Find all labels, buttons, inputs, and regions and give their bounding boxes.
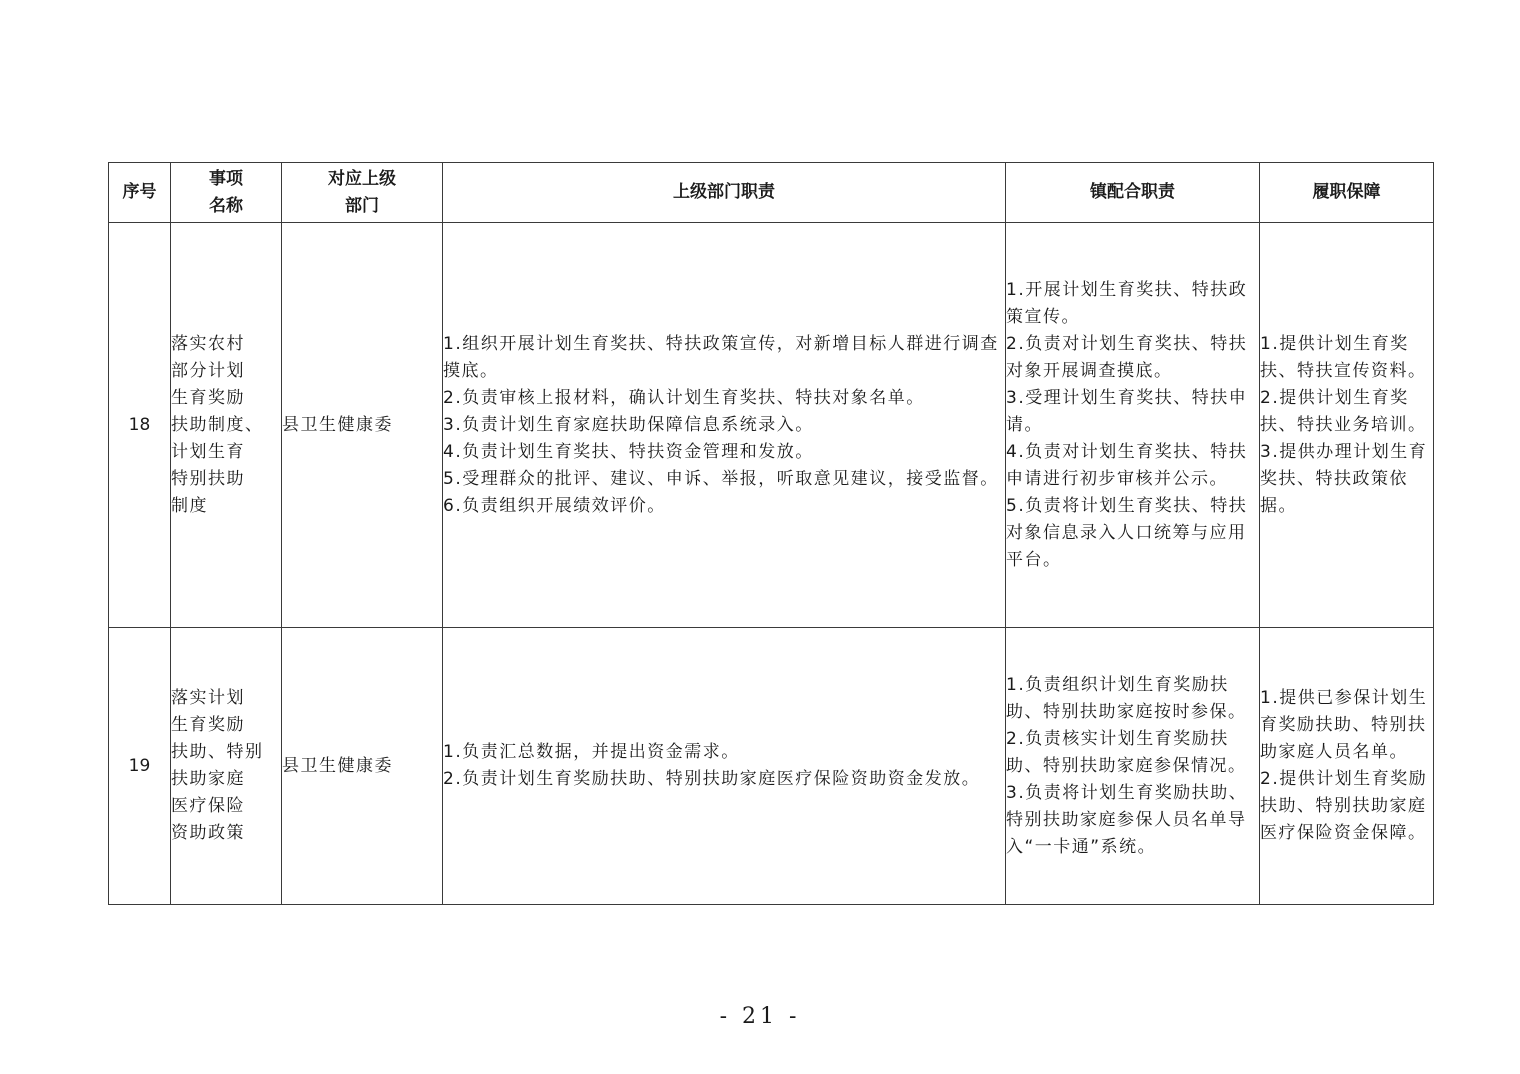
- header-department-line2: 部门: [345, 195, 379, 216]
- item-name-cell: 落实计划 生育奖励 扶助、特别 扶助家庭 医疗保险 资助政策: [171, 628, 282, 905]
- upper-duties-cell: 1.组织开展计划生育奖扶、特扶政策宣传，对新增目标人群进行调查摸底。 2.负责审核上报材料，确认计划生育奖扶、特扶对象名单。 3.负责计划生育家庭扶助保障信息系统录入。 4.负责计划生育奖扶、特扶资金管理和发放。 5.受理群众的批评、建议、申诉、举报，听取意见建议，接受监督。 6.负责组织开展绩效评价。: [443, 223, 1006, 628]
- town-duties-cell: 1.开展计划生育奖扶、特扶政策宣传。 2.负责对计划生育奖扶、特扶对象开展调查摸底。 3.受理计划生育奖扶、特扶申请。 4.负责对计划生育奖扶、特扶申请进行初步审核并公示。 5.负责将计划生育奖扶、特扶对象信息录入人口统筹与应用平台。: [1006, 223, 1260, 628]
- header-no: 序号: [109, 163, 171, 223]
- header-guarantee: 履职保障: [1260, 163, 1434, 223]
- guarantee-cell: 1.提供计划生育奖扶、特扶宣传资料。 2.提供计划生育奖扶、特扶业务培训。 3.提供办理计划生育奖扶、特扶政策依据。: [1260, 223, 1434, 628]
- header-department: [282, 163, 443, 223]
- header-item-name-line1: 事项: [209, 168, 243, 189]
- table-row: [109, 223, 1434, 628]
- header-town-duty: 镇配合职责: [1006, 163, 1260, 223]
- upper-duties-cell: 1.负责汇总数据，并提出资金需求。 2.负责计划生育奖励扶助、特别扶助家庭医疗保险资助资金发放。: [443, 628, 1006, 905]
- department-cell: 县卫生健康委: [282, 628, 443, 905]
- item-name-cell: 落实农村 部分计划 生育奖励 扶助制度、 计划生育 特别扶助 制度: [171, 223, 282, 628]
- town-duties-cell: 1.负责组织计划生育奖励扶助、特别扶助家庭按时参保。 2.负责核实计划生育奖励扶助、特别扶助家庭参保情况。 3.负责将计划生育奖励扶助、特别扶助家庭参保人员名单导入“一卡通”系统。: [1006, 628, 1260, 905]
- guarantee-cell: 1.提供已参保计划生育奖励扶助、特别扶助家庭人员名单。 2.提供计划生育奖励扶助、特别扶助家庭医疗保险资金保障。: [1260, 628, 1434, 905]
- row-number: 19: [109, 628, 171, 905]
- department-cell: 县卫生健康委: [282, 223, 443, 628]
- row-number: 18: [109, 223, 171, 628]
- table-header-row: [109, 163, 1434, 223]
- page-number: - 21 -: [719, 1004, 801, 1029]
- header-item-name-line2: 名称: [209, 195, 243, 216]
- header-upper-duty: 上级部门职责: [443, 163, 1006, 223]
- duty-table: [108, 162, 1434, 905]
- header-item-name: [171, 163, 282, 223]
- header-department-line1: 对应上级: [328, 168, 396, 189]
- table-row: [109, 628, 1434, 905]
